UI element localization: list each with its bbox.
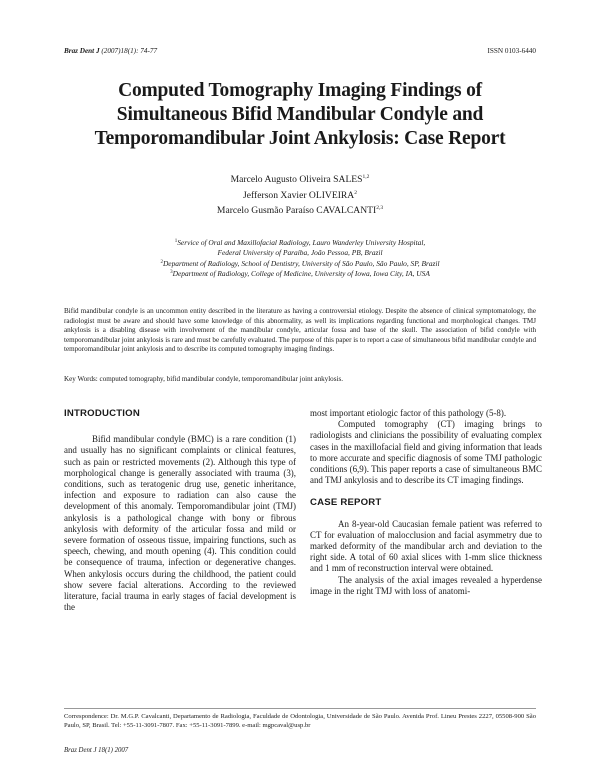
footnote-divider [64, 708, 536, 709]
author-affiliation-mark: 2,3 [376, 205, 384, 211]
author-affiliation-mark: 1,2 [362, 174, 370, 180]
affiliation-text: Service of Oral and Maxillofacial Radiology, Lauro Wanderley University Hospital, [177, 238, 426, 247]
affiliation-text: Department of Radiology, College of Medicine, University of Iowa, Iowa City, IA, USA [172, 269, 430, 279]
paragraph: The analysis of the axial images revealed a hyperdense image in the right TMJ with loss of anatomi- [310, 574, 542, 596]
section-heading-case-report: CASE REPORT [310, 497, 382, 509]
author-name: Marcelo Gusmão Paraíso CAVALCANTI [216, 205, 377, 216]
author-name: Marcelo Augusto Oliveira SALES [230, 174, 363, 185]
affiliations [60, 237, 540, 279]
author-name: Jefferson Xavier OLIVEIRA [243, 189, 355, 201]
affiliation-text: Department of Radiology, School of Dentistry, University of São Paulo, São Paulo, SP, Brazil [162, 258, 440, 268]
paragraph: Computed tomography (CT) imaging brings to radiologists and clinicians the possibility of evaluating complex cases in the maxillofacial field and giving information that leads to more accurate and specific diagnosis of some TMJ pathologic conditions (6,9). This paper reports a case of simultaneous BMC and TMJ ankylosis and to describe its CT imaging findings. [310, 419, 542, 486]
affiliation-mark: 1 [174, 239, 178, 244]
affiliation [60, 248, 540, 258]
page-footer: Braz Dent J 18(1) 2007 [64, 747, 129, 754]
issn: ISSN 0103-6440 [487, 47, 536, 55]
keywords: Key Words: computed tomography, bifid mandibular condyle, temporomandibular joint ankylosis. [64, 375, 343, 383]
correspondence-note: Correspondence: Dr. M.G.P. Cavalcanti, Departamento de Radiologia, Faculdade de Odontologia, Universidade de São Paulo. Avenida Prof. Lineu Prestes 2227, 05508-900 São Paulo, SP, Brasil. Tel: +55-11-3091-7807. Fax: +55-11-3091-7899. e-mail: mgpcaval@usp.br [64, 713, 536, 729]
author-list [100, 171, 500, 218]
title-line: Computed Tomography Imaging Findings of [118, 80, 482, 101]
abstract: Bifid mandibular condyle is an uncommon entity described in the literature as having a controversial etiology. Despite the absence of clinical symptomatology, the radiologist must be aware and should have some knowledge of this abnormality, as well its implications regarding functional and morphological changes. TMJ ankylosis is a disabling disease with involvement of the mandibular condyle, articular fossa and base of the skull. The association of bifid condyle with temporomandibular joint ankylosis is rare and must be carefully evaluated. The purpose of this paper is to report a case of simultaneous bifid mandibular condyle and temporomandibular joint ankylosis and to describe its computed tomography imaging findings. [64, 307, 536, 354]
author [100, 187, 500, 203]
affiliation-mark: 3 [170, 270, 173, 276]
paragraph: Bifid mandibular condyle (BMC) is a rare condition (1) and usually has no significant complaints or clinical features, such as pain or restricted movements (2). Although this type of morphological change is generally associated with trauma (3), conditions, such as teratogenic drug use, genetic inheritance, infection and exposure to radiation can also cause the development of this anomaly. Temporomandibular joint (TMJ) ankylosis is a pathological change with bony or fibrous ankylosis with deformity of the articular fossa and mild or severe formation of osseous tissue, impairing functions, such as speech, chewing, and mouth opening (4). This condition could be consequence of trauma, infection or degenerative changes. When ankylosis occurs during the childhood, the patient could show severe facial alterations. According to the reviewed literature, facial trauma in early stages of facial development is the [64, 434, 296, 613]
affiliation [60, 237, 540, 248]
journal-name: Braz Dent J [64, 47, 100, 55]
paper-title [60, 79, 540, 151]
affiliation [60, 258, 540, 269]
affiliation [60, 268, 540, 279]
running-header-citation [64, 47, 157, 55]
section-heading-introduction: INTRODUCTION [64, 408, 140, 419]
affiliation-mark: 2 [160, 259, 163, 265]
paragraph: most important etiologic factor of this pathology (5-8). [310, 408, 507, 418]
title-line: Simultaneous Bifid Mandibular Condyle and [116, 104, 484, 125]
right-column [310, 408, 542, 597]
author [100, 202, 500, 218]
affiliation-text: Federal University of Paraíba, João Pessoa, PB, Brazil [217, 247, 383, 257]
author [100, 171, 500, 187]
left-column [64, 408, 296, 613]
author-affiliation-mark: 2 [354, 189, 357, 196]
journal-citation: (2007)18(1): 74-77 [99, 47, 158, 55]
title-line: Temporomandibular Joint Ankylosis: Case Report [94, 128, 506, 149]
paragraph: An 8-year-old Caucasian female patient was referred to CT for evaluation of malocclusion and facial asymmetry due to marked deformity of the mandibular arch and deviation to the right side. A total of 60 axial slices with 1-mm slice thickness and 1 mm of reconstruction interval were obtained. [310, 518, 542, 574]
